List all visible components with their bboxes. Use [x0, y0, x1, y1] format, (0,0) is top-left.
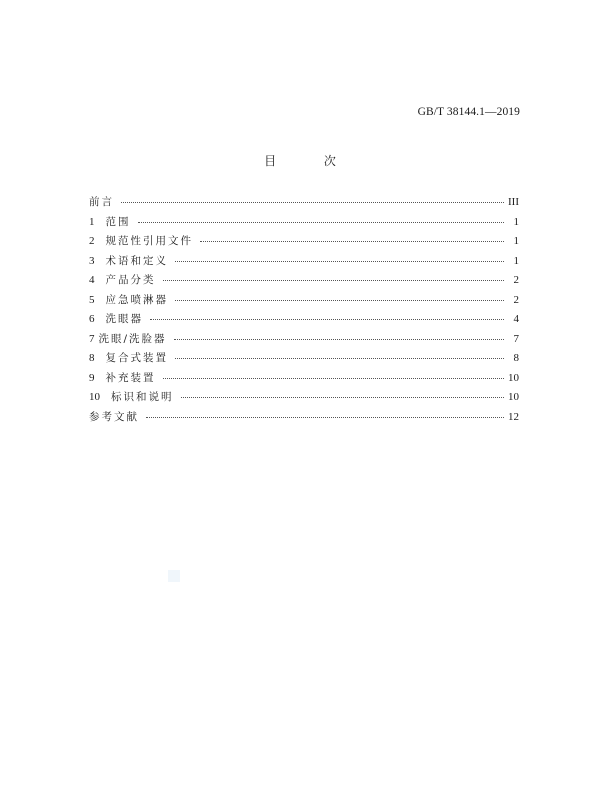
toc-entry-page: 1 — [513, 254, 519, 267]
toc-entry-label: 应急喷淋器 — [105, 293, 168, 306]
toc-entry-bibliography[interactable] — [89, 409, 519, 429]
toc-entry-label: 规范性引用文件 — [105, 235, 193, 247]
toc-entry-label: 洗眼/洗脸器 — [98, 332, 167, 345]
toc-leader-dots — [121, 202, 504, 203]
table-of-contents — [89, 194, 519, 428]
toc-entry-label: 参考文献 — [89, 410, 139, 423]
toc-entry-page: 1 — [513, 215, 519, 228]
toc-entry-eyewash[interactable] — [89, 311, 519, 331]
toc-entry-number: 8 — [89, 352, 95, 364]
toc-leader-dots — [175, 300, 504, 301]
toc-entry-product-classification[interactable] — [89, 272, 519, 292]
standard-code: GB/T 38144.1—2019 — [417, 106, 520, 118]
toc-entry-label: 术语和定义 — [105, 254, 168, 267]
toc-entry-page: 10 — [508, 371, 519, 384]
toc-entry-page: 4 — [513, 313, 519, 325]
toc-leader-dots — [175, 261, 504, 262]
toc-leader-dots — [163, 378, 505, 379]
toc-entry-label: 标识和说明 — [111, 391, 174, 403]
toc-entry-number: 5 — [89, 293, 95, 306]
toc-entry-page: 2 — [513, 274, 519, 286]
toc-entry-terms-definitions[interactable] — [89, 253, 519, 273]
toc-leader-dots — [150, 319, 504, 320]
toc-entry-number: 9 — [89, 371, 95, 384]
toc-entry-label: 产品分类 — [105, 274, 156, 286]
scan-artifact — [168, 570, 180, 582]
toc-leader-dots — [146, 417, 504, 418]
toc-leader-dots — [181, 397, 505, 398]
toc-entry-foreword[interactable] — [89, 194, 519, 214]
toc-entry-number: 2 — [89, 235, 95, 247]
toc-entry-page: III — [508, 196, 519, 208]
toc-leader-dots — [175, 358, 504, 359]
toc-entry-number: 3 — [89, 254, 95, 267]
toc-entry-label: 复合式装置 — [105, 352, 168, 364]
toc-leader-dots — [200, 241, 504, 242]
toc-entry-number: 1 — [89, 215, 95, 228]
toc-entry-label: 洗眼器 — [105, 313, 143, 325]
toc-entry-marking-instructions[interactable] — [89, 389, 519, 409]
toc-entry-scope[interactable] — [89, 214, 519, 234]
toc-entry-label: 范围 — [105, 215, 131, 228]
toc-entry-number: 4 — [89, 274, 95, 286]
toc-entry-eye-face-wash[interactable] — [89, 331, 519, 351]
toc-entry-number: 7 — [89, 332, 95, 345]
toc-entry-page: 1 — [513, 235, 519, 247]
toc-entry-supplementary-equipment[interactable] — [89, 370, 519, 390]
toc-leader-dots — [174, 339, 504, 340]
toc-entry-page: 8 — [513, 352, 519, 364]
toc-entry-page: 7 — [513, 332, 519, 345]
toc-entry-normative-references[interactable] — [89, 233, 519, 253]
toc-entry-label: 前言 — [89, 196, 114, 208]
toc-entry-emergency-shower[interactable] — [89, 292, 519, 312]
toc-leader-dots — [163, 280, 505, 281]
toc-entry-label: 补充装置 — [105, 371, 156, 384]
toc-title: 目 次 — [264, 154, 358, 168]
toc-entry-number: 6 — [89, 313, 95, 325]
toc-entry-page: 10 — [508, 391, 519, 403]
toc-leader-dots — [138, 222, 505, 223]
toc-entry-combination-unit[interactable] — [89, 350, 519, 370]
toc-entry-page: 12 — [508, 410, 519, 423]
toc-entry-page: 2 — [513, 293, 519, 306]
toc-entry-number: 10 — [89, 391, 100, 403]
